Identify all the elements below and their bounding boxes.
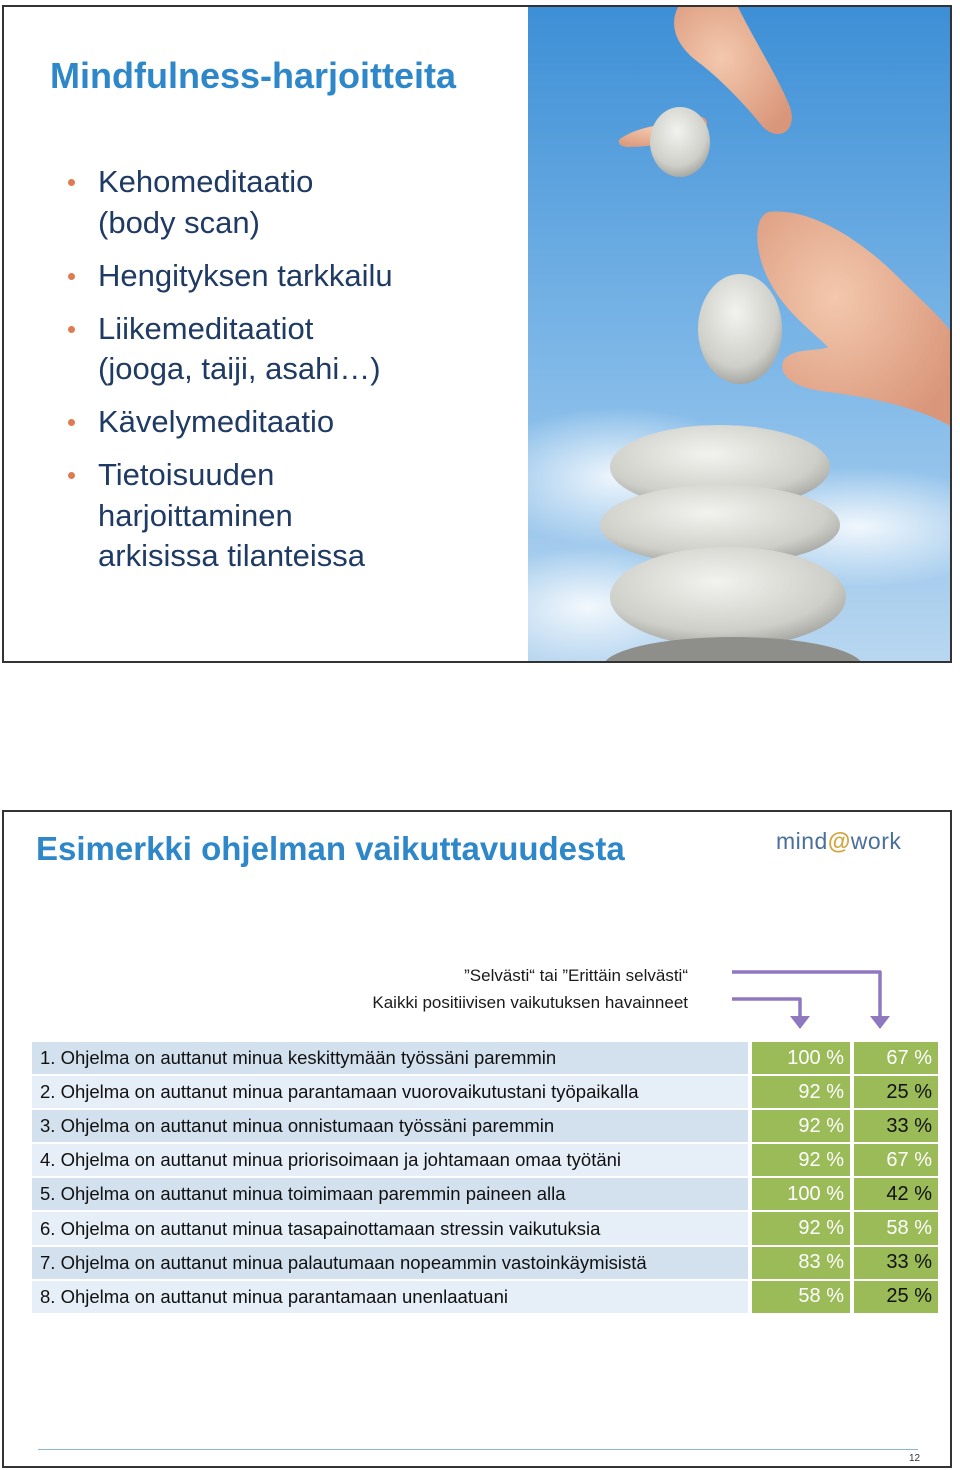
column-arrows bbox=[4, 812, 950, 1042]
results-table bbox=[32, 1042, 938, 1315]
all-positive-percent-cell: 33 % bbox=[852, 1109, 938, 1143]
clearly-percent-cell: 83 % bbox=[750, 1246, 852, 1280]
table-row bbox=[32, 1211, 938, 1245]
list-item: Kehomeditaatio (body scan) bbox=[64, 162, 484, 243]
all-positive-percent-cell: 67 % bbox=[852, 1143, 938, 1177]
all-positive-percent-cell: 33 % bbox=[852, 1246, 938, 1280]
table-row bbox=[32, 1177, 938, 1211]
header-line-clearly: ”Selvästi“ tai ”Erittäin selvästi“ bbox=[464, 966, 688, 985]
list-item: Tietoisuuden harjoittaminen arkisissa tilanteissa bbox=[64, 455, 484, 577]
question-cell: 5. Ohjelma on auttanut minua toimimaan paremmin paineen alla bbox=[32, 1177, 750, 1211]
all-positive-percent-cell: 58 % bbox=[852, 1211, 938, 1245]
clearly-percent-cell: 92 % bbox=[750, 1143, 852, 1177]
slide-program-effectiveness bbox=[2, 810, 952, 1468]
question-cell: 1. Ohjelma on auttanut minua keskittymään työssäni paremmin bbox=[32, 1042, 750, 1075]
table-row bbox=[32, 1042, 938, 1075]
exercise-list bbox=[64, 162, 484, 589]
question-cell: 2. Ohjelma on auttanut minua parantamaan vuorovaikutustani työpaikalla bbox=[32, 1075, 750, 1109]
clearly-percent-cell: 100 % bbox=[750, 1042, 852, 1075]
list-item: Kävelymeditaatio bbox=[64, 402, 484, 443]
clearly-percent-cell: 92 % bbox=[750, 1109, 852, 1143]
question-cell: 7. Ohjelma on auttanut minua palautumaan nopeammin vastoinkäymisistä bbox=[32, 1246, 750, 1280]
page-number: 12 bbox=[909, 1453, 921, 1464]
all-positive-percent-cell: 67 % bbox=[852, 1042, 938, 1075]
slide1-title: Mindfulness-harjoitteita bbox=[50, 55, 457, 96]
bullet-dot-icon bbox=[68, 326, 75, 333]
footer-divider bbox=[38, 1449, 918, 1450]
stacked-stones-photo bbox=[528, 7, 952, 663]
bullet-dot-icon bbox=[68, 273, 75, 280]
question-cell: 6. Ohjelma on auttanut minua tasapainottamaan stressin vaikutuksia bbox=[32, 1211, 750, 1245]
table-row bbox=[32, 1246, 938, 1280]
all-positive-percent-cell: 25 % bbox=[852, 1280, 938, 1314]
list-item: Liikemeditaatiot (jooga, taiji, asahi…) bbox=[64, 309, 484, 390]
all-positive-percent-cell: 42 % bbox=[852, 1177, 938, 1211]
question-cell: 4. Ohjelma on auttanut minua priorisoimaan ja johtamaan omaa työtäni bbox=[32, 1143, 750, 1177]
bullet-dot-icon bbox=[68, 179, 75, 186]
table-row bbox=[32, 1109, 938, 1143]
question-cell: 8. Ohjelma on auttanut minua parantamaan unenlaatuani bbox=[32, 1280, 750, 1314]
header-line-all-positive: Kaikki positiivisen vaikutuksen havainneet bbox=[372, 993, 688, 1012]
clearly-percent-cell: 92 % bbox=[750, 1211, 852, 1245]
clearly-percent-cell: 92 % bbox=[750, 1075, 852, 1109]
bullet-dot-icon bbox=[68, 419, 75, 426]
arrow-to-column1-icon bbox=[732, 999, 800, 1020]
table-row bbox=[32, 1075, 938, 1109]
slide2-title: Esimerkki ohjelman vaikuttavuudesta bbox=[36, 830, 625, 867]
clearly-percent-cell: 58 % bbox=[750, 1280, 852, 1314]
clearly-percent-cell: 100 % bbox=[750, 1177, 852, 1211]
all-positive-percent-cell: 25 % bbox=[852, 1075, 938, 1109]
arrow-to-column2-icon bbox=[732, 972, 880, 1020]
question-cell: 3. Ohjelma on auttanut minua onnistumaan työssäni paremmin bbox=[32, 1109, 750, 1143]
slide-mindfulness-exercises bbox=[2, 5, 952, 663]
bullet-dot-icon bbox=[68, 472, 75, 479]
mind-at-work-logo: mind@work bbox=[776, 828, 902, 854]
table-row bbox=[32, 1280, 938, 1314]
table-row bbox=[32, 1143, 938, 1177]
list-item: Hengityksen tarkkailu bbox=[64, 256, 484, 297]
